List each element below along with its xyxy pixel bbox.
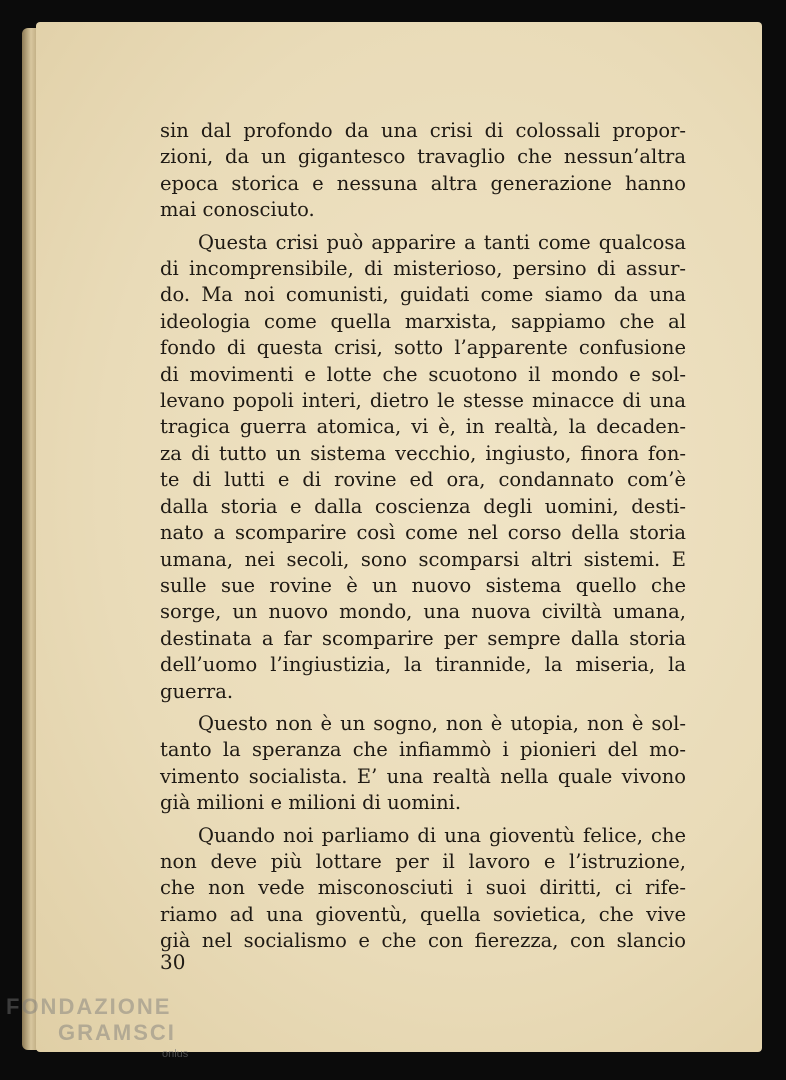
text-line: zioni, da un gigantesco travaglio che nessun’altra <box>160 145 686 169</box>
text-line: ideologia come quella marxista, sappiamo che al <box>160 309 686 333</box>
text-line: già milioni e milioni di uomini. <box>160 791 462 815</box>
text-line: già nel socialismo e che con fierezza, con slancio <box>160 929 686 953</box>
text-line: di movimenti e lotte che scuotono il mondo e sol- <box>160 362 686 386</box>
text-line: nato a scomparire così come nel corso della storia <box>160 521 686 545</box>
watermark-line2: GRAMSCI <box>58 1020 176 1045</box>
watermark-line1: FONDAZIONE <box>6 994 172 1019</box>
text-line: dalla storia e dalla coscienza degli uomini, desti- <box>160 494 686 518</box>
text-line: guerra. <box>160 679 234 703</box>
text-line: Quando noi parliamo di una gioventù felice, che <box>198 823 686 847</box>
page-number: 30 <box>160 950 186 974</box>
text-line: za di tutto un sistema vecchio, ingiusto, finora fon- <box>160 441 686 465</box>
text-line: sin dal profondo da una crisi di colossali propor- <box>160 119 686 142</box>
text-line: dell’uomo l’ingiustizia, la tirannide, la miseria, la <box>160 653 686 677</box>
text-line: riamo ad una gioventù, quella sovietica, che vive <box>160 902 686 926</box>
archive-watermark <box>6 990 206 1070</box>
text-line: te di lutti e di rovine ed ora, condannato com’è <box>160 468 686 492</box>
text-line: sorge, un nuovo mondo, una nuova civiltà umana, <box>160 600 686 624</box>
text-line: non deve più lottare per il lavoro e l’istruzione, <box>160 849 686 873</box>
text-line: tragica guerra atomica, vi è, in realtà, la decaden- <box>160 415 686 439</box>
text-line: tanto la speranza che infiammò i pionieri del mo- <box>160 738 686 762</box>
paragraph-3 <box>160 711 686 817</box>
text-line: fondo di questa crisi, sotto l’apparente confusione <box>160 336 686 360</box>
paragraph-2 <box>160 230 686 705</box>
text-line: epoca storica e nessuna altra generazione hanno <box>160 171 686 195</box>
text-line: destinata a far scomparire per sempre dalla storia <box>160 626 686 650</box>
page-text <box>160 118 686 961</box>
text-line: di incomprensibile, di misterioso, persino di assur- <box>160 257 686 281</box>
text-line: do. Ma noi comunisti, guidati come siamo da una <box>160 283 686 307</box>
text-line: umana, nei secoli, sono scomparsi altri sistemi. E <box>160 547 686 571</box>
text-line: mai conosciuto. <box>160 198 315 222</box>
text-line: che non vede misconosciuti i suoi diritti, ci rife- <box>160 876 686 900</box>
text-line: vimento socialista. E’ una realtà nella quale vivono <box>160 764 686 788</box>
text-line: levano popoli interi, dietro le stesse minacce di una <box>160 389 686 413</box>
watermark-onlus: onlus <box>162 1048 189 1060</box>
paragraph-4 <box>160 823 686 955</box>
paragraph-1 <box>160 118 686 224</box>
text-line: sulle sue rovine è un nuovo sistema quello che <box>160 573 686 597</box>
text-line: Questo non è un sogno, non è utopia, non è sol- <box>198 711 686 735</box>
text-line: Questa crisi può apparire a tanti come qualcosa <box>198 230 686 254</box>
